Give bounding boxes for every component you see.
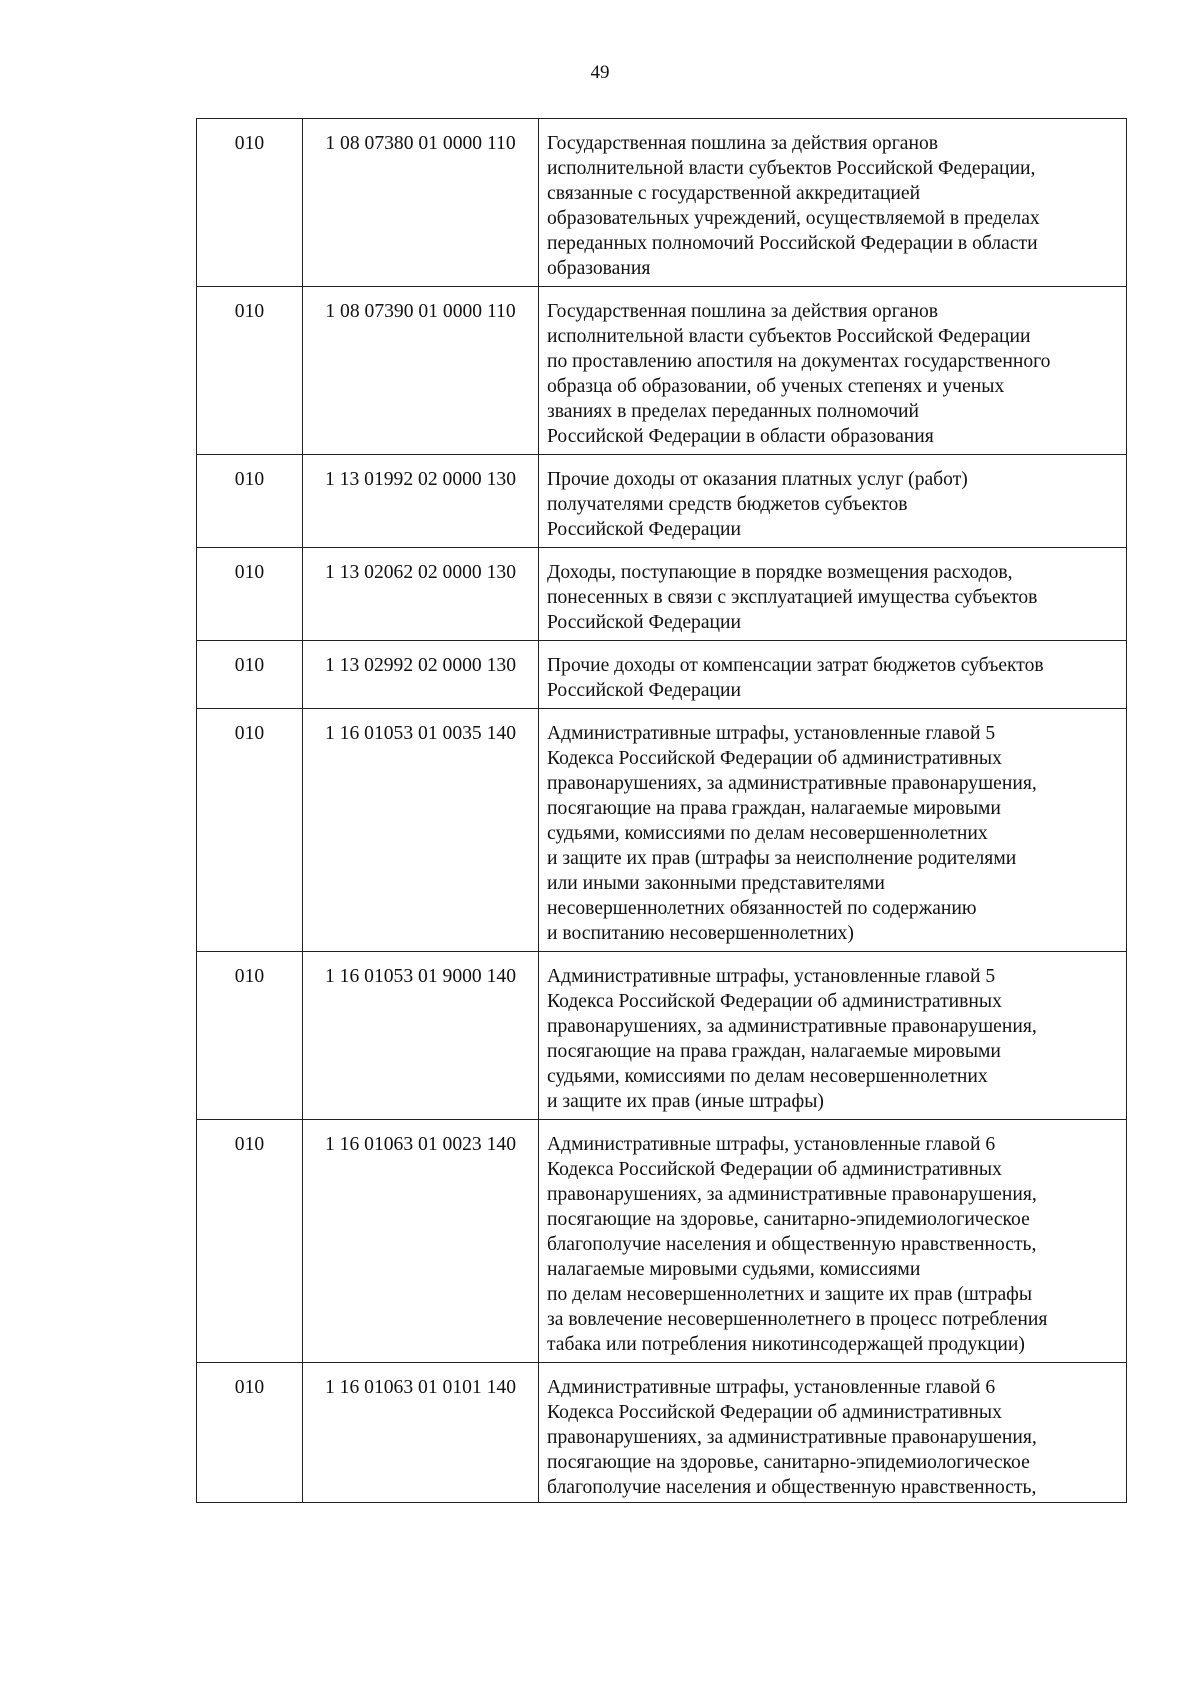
revenue-name-cell: [539, 119, 1127, 287]
revenue-name-line: или иными законными представителями: [547, 873, 885, 894]
admin-code-cell: 010: [197, 287, 303, 455]
revenue-name-line: и защите их прав (иные штрафы): [547, 1091, 824, 1112]
revenue-name-line: правонарушениях, за административные правонарушения,: [547, 1427, 1037, 1448]
revenue-name-line: и защите их прав (штрафы за неисполнение родителями: [547, 848, 1017, 869]
revenue-name-line: Административные штрафы, установленные главой 5: [547, 723, 996, 744]
revenue-name-line: по проставлению апостиля на документах государственного: [547, 351, 1051, 372]
revenue-name-line: образования: [547, 258, 651, 279]
table-row: [197, 287, 1127, 455]
revenue-name-line: Кодекса Российской Федерации об административных: [547, 991, 1002, 1012]
revenue-name-line: благополучие населения и общественную нравственность,: [547, 1234, 1037, 1255]
revenue-name-line: Российской Федерации в области образования: [547, 426, 934, 447]
revenue-name-cell: [539, 709, 1127, 952]
revenue-name-line: переданных полномочий Российской Федерации в области: [547, 233, 1038, 254]
revenue-name-line: исполнительной власти субъектов Российской Федерации,: [547, 158, 1036, 179]
budget-classification-code-cell: 1 13 02062 02 0000 130: [303, 548, 539, 641]
admin-code-cell: 010: [197, 1363, 303, 1503]
revenue-name-cell: [539, 1120, 1127, 1363]
table-row: [197, 119, 1127, 287]
revenue-name-line: судьями, комиссиями по делам несовершеннолетних: [547, 1066, 988, 1087]
revenue-name-line: связанные с государственной аккредитацией: [547, 183, 921, 204]
revenue-name-line: Российской Федерации: [547, 680, 741, 701]
admin-code-cell: 010: [197, 641, 303, 709]
revenue-name-line: за вовлечение несовершеннолетнего в процесс потребления: [547, 1309, 1048, 1330]
revenue-name-line: Доходы, поступающие в порядке возмещения расходов,: [547, 562, 1013, 583]
revenue-name-line: по делам несовершеннолетних и защите их прав (штрафы: [547, 1284, 1033, 1305]
budget-classification-code-cell: 1 16 01053 01 9000 140: [303, 952, 539, 1120]
revenue-name-line: Кодекса Российской Федерации об административных: [547, 1402, 1002, 1423]
admin-code-cell: 010: [197, 1120, 303, 1363]
revenue-codes-table: [196, 118, 1127, 1503]
budget-classification-code-cell: 1 13 02992 02 0000 130: [303, 641, 539, 709]
budget-classification-code-cell: 1 16 01063 01 0101 140: [303, 1363, 539, 1503]
budget-classification-code-cell: 1 13 01992 02 0000 130: [303, 455, 539, 548]
table-row: [197, 455, 1127, 548]
revenue-name-line: Кодекса Российской Федерации об административных: [547, 1159, 1002, 1180]
revenue-name-line: понесенных в связи с эксплуатацией имущества субъектов: [547, 587, 1038, 608]
revenue-name-line: благополучие населения и общественную нравственность,: [547, 1477, 1037, 1498]
revenue-name-cell: [539, 952, 1127, 1120]
table-row: [197, 1120, 1127, 1363]
revenue-name-line: несовершеннолетних обязанностей по содержанию: [547, 898, 977, 919]
revenue-name-line: Прочие доходы от оказания платных услуг (работ): [547, 469, 968, 490]
revenue-name-line: исполнительной власти субъектов Российской Федерации: [547, 326, 1031, 347]
revenue-name-line: Административные штрафы, установленные главой 5: [547, 966, 996, 987]
revenue-name-line: Административные штрафы, установленные главой 6: [547, 1377, 996, 1398]
revenue-name-line: судьями, комиссиями по делам несовершеннолетних: [547, 823, 988, 844]
revenue-name-line: Кодекса Российской Федерации об административных: [547, 748, 1002, 769]
revenue-name-cell: [539, 548, 1127, 641]
revenue-name-cell: [539, 1363, 1127, 1503]
revenue-name-line: посягающие на права граждан, налагаемые мировыми: [547, 798, 1001, 819]
table-body: [197, 119, 1127, 1503]
revenue-name-line: посягающие на здоровье, санитарно-эпидемиологическое: [547, 1452, 1030, 1473]
revenue-name-line: правонарушениях, за административные правонарушения,: [547, 1016, 1037, 1037]
revenue-name-cell: [539, 455, 1127, 548]
budget-classification-code-cell: 1 08 07380 01 0000 110: [303, 119, 539, 287]
revenue-name-cell: [539, 287, 1127, 455]
budget-classification-code-cell: 1 08 07390 01 0000 110: [303, 287, 539, 455]
revenue-name-line: Административные штрафы, установленные главой 6: [547, 1134, 996, 1155]
revenue-name-line: и воспитанию несовершеннолетних): [547, 923, 854, 944]
table-row: [197, 709, 1127, 952]
admin-code-cell: 010: [197, 952, 303, 1120]
revenue-name-line: получателями средств бюджетов субъектов: [547, 494, 908, 515]
revenue-name-line: Государственная пошлина за действия органов: [547, 133, 938, 154]
table-row: [197, 1363, 1127, 1503]
revenue-name-line: Российской Федерации: [547, 612, 741, 633]
admin-code-cell: 010: [197, 548, 303, 641]
table-row: [197, 952, 1127, 1120]
budget-classification-code-cell: 1 16 01053 01 0035 140: [303, 709, 539, 952]
revenue-name-line: налагаемые мировыми судьями, комиссиями: [547, 1259, 921, 1280]
admin-code-cell: 010: [197, 709, 303, 952]
revenue-name-line: образовательных учреждений, осуществляемой в пределах: [547, 208, 1040, 229]
revenue-name-line: образца об образовании, об ученых степенях и ученых: [547, 376, 1005, 397]
revenue-name-line: посягающие на здоровье, санитарно-эпидемиологическое: [547, 1209, 1030, 1230]
revenue-name-line: табака или потребления никотинсодержащей продукции): [547, 1334, 1025, 1355]
revenue-name-cell: [539, 641, 1127, 709]
table-row: [197, 548, 1127, 641]
budget-classification-code-cell: 1 16 01063 01 0023 140: [303, 1120, 539, 1363]
admin-code-cell: 010: [197, 119, 303, 287]
revenue-name-line: Прочие доходы от компенсации затрат бюджетов субъектов: [547, 655, 1044, 676]
revenue-name-line: званиях в пределах переданных полномочий: [547, 401, 919, 422]
page-number: 49: [590, 62, 610, 83]
revenue-name-line: правонарушениях, за административные правонарушения,: [547, 773, 1037, 794]
admin-code-cell: 010: [197, 455, 303, 548]
revenue-name-line: Российской Федерации: [547, 519, 741, 540]
revenue-name-line: Государственная пошлина за действия органов: [547, 301, 938, 322]
revenue-name-line: посягающие на права граждан, налагаемые мировыми: [547, 1041, 1001, 1062]
table-row: [197, 641, 1127, 709]
revenue-name-line: правонарушениях, за административные правонарушения,: [547, 1184, 1037, 1205]
